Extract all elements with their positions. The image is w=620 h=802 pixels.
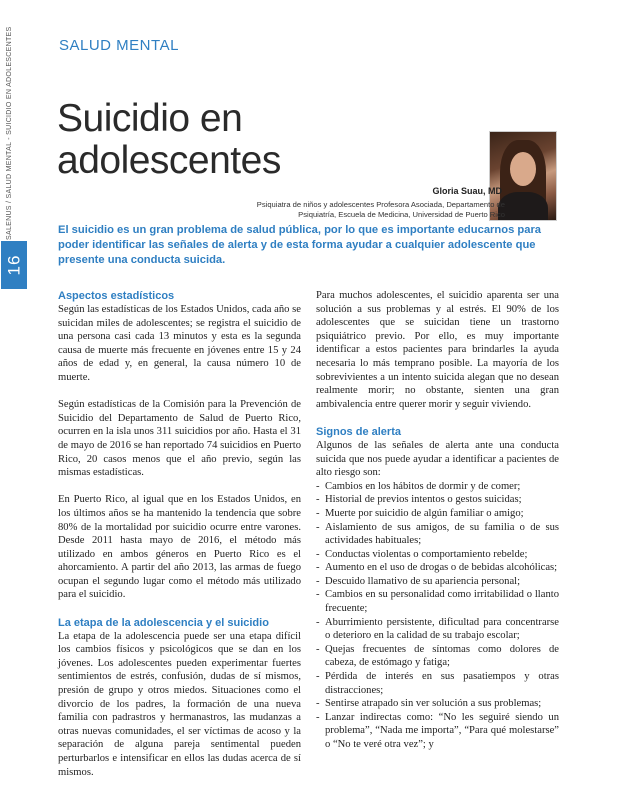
page-number: 16: [3, 254, 23, 276]
paragraph: Según las estadísticas de los Estados Unidos, cada año se suicidan miles de adolescentes; se registra el suicidio de una persona casi cada 13 minutos y esta es la segunda causa de muerte más frecuente en jóvenes entre 15 y 24 años de edad y, en general, la causa número 10 de muerte.: [58, 304, 301, 383]
list-item: - Muerte por suicidio de algún familiar o amigo;: [316, 507, 559, 521]
page-number-tab: [1, 241, 27, 289]
article-title: [57, 98, 357, 182]
list-item: - Pérdida de interés en sus pasatiempos y otras distracciones;: [316, 670, 559, 697]
heading-warning-signs: Signos de alerta: [316, 425, 401, 438]
heading-adolescence: La etapa de la adolescencia y el suicidio: [58, 616, 269, 629]
warning-signs-list: [316, 480, 559, 752]
heading-statistics: Aspectos estadísticos: [58, 290, 175, 302]
list-item: - Cambios en su personalidad como irritabilidad o llanto frecuente;: [316, 588, 559, 615]
title-line-1: Suicidio en: [57, 97, 243, 140]
left-column: [58, 289, 301, 779]
paragraph: Según estadísticas de la Comisión para la Prevención de Suicidio del Departamento de Salud de Puerto Rico, ocurren en la isla unos 311 suicidios por año. Hasta el 31 de mayo de 2016 se han reportado 74 suicidios en Puerto Rico, 20 casos menos que el año previo, según las mismas estadísticas.: [58, 399, 301, 479]
list-item: - Aislamiento de sus amigos, de su familia o de sus actividades habituales;: [316, 521, 559, 548]
author-affiliation: [218, 200, 505, 219]
list-item: - Conductas violentas o comportamiento rebelde;: [316, 548, 559, 562]
title-line-2: adolescentes: [57, 139, 281, 182]
right-column: [316, 289, 559, 752]
side-margin: [0, 0, 28, 802]
list-item: - Descuido llamativo de su apariencia personal;: [316, 575, 559, 589]
paragraph: Algunos de las señales de alerta ante una conducta suicida que nos puede ayudar a identificar a pacientes de alto riesgo son:: [316, 439, 559, 479]
paragraph: En Puerto Rico, al igual que en los Estados Unidos, en los últimos años se ha mantenido la tendencia que sobre 80% de la mortalidad por suicidio ocurre entre varones. Desde 2011 hasta mayo de 2016, el método más utilizado en ambos géneros en Puerto Rico es el ahorcamiento. A partir del año 2013, las armas de fuego ocupan el segundo lugar como el método más utilizado para el suicidio.: [58, 494, 301, 601]
list-item: - Cambios en los hábitos de dormir y de comer;: [316, 480, 559, 494]
lead-paragraph: El suicidio es un gran problema de salud pública, por lo que es importante educarnos para poder identificar las señales de alerta y de esta forma ayudar a cualquier adolescente que presente una conducta suicida.: [58, 224, 542, 266]
running-head: SALENUS / SALUD MENTAL - SUICIDIO EN ADOLESCENTES: [6, 26, 13, 240]
paragraph: La etapa de la adolescencia puede ser una etapa difícil los cambios físicos y psicológicos que se dan en los jóvenes. Los adolescentes pueden experimentar fuertes sentimientos de estrés, confusión, dudas de sí mismos, presión de grupo y otros miedos. Situaciones como el divorcio de los padres, la formación de una nueva familia con padrastros y hermanastros, las mudanzas a otras nuevas comunidades, el ser víctimas de acoso y la separación de alguna pareja sentimental pueden perturbarlos e intensificar en ellos las dudas acerca de sí mismos.: [58, 630, 301, 778]
list-item: - Aumento en el uso de drogas o de bebidas alcohólicas;: [316, 561, 559, 575]
author-name: Gloria Suau, MD: [432, 186, 502, 196]
list-item: - Historial de previos intentos o gestos suicidas;: [316, 493, 559, 507]
author-role-line-1: Psiquiatra de niños y adolescentes Profesora Asociada, Departamento de: [256, 200, 505, 209]
list-item: - Sentirse atrapado sin ver solución a sus problemas;: [316, 697, 559, 711]
list-item: - Lanzar indirectas como: “No les seguiré siendo un problema”, “Nada me importa”, “Para qué molestarse” o “No te veré otra vez”; y: [316, 711, 559, 752]
section-label: SALUD MENTAL: [59, 37, 179, 54]
list-item: - Aburrimiento persistente, dificultad para concentrarse o deterioro en la calidad de su trabajo escolar;: [316, 616, 559, 643]
author-role-line-2: Psiquiatría, Escuela de Medicina, Universidad de Puerto Rico: [298, 209, 505, 219]
paragraph: Para muchos adolescentes, el suicidio aparenta ser una solución a sus problemas y al estrés. El 90% de los adolescentes que se suicidan tiene un trastorno psiquiátrico previo. Por ello, es muy importante identificar a estos pacientes para brindarles la ayuda necesaria lo más temprano posible. La mayoría de los sobrevivientes a un intento suicida alegan que no desean realmente morir; no obstante, sienten una gran ambivalencia entre querer morir y seguir viviendo.: [316, 290, 559, 410]
list-item: - Quejas frecuentes de síntomas como dolores de cabeza, de estómago y fatiga;: [316, 643, 559, 670]
